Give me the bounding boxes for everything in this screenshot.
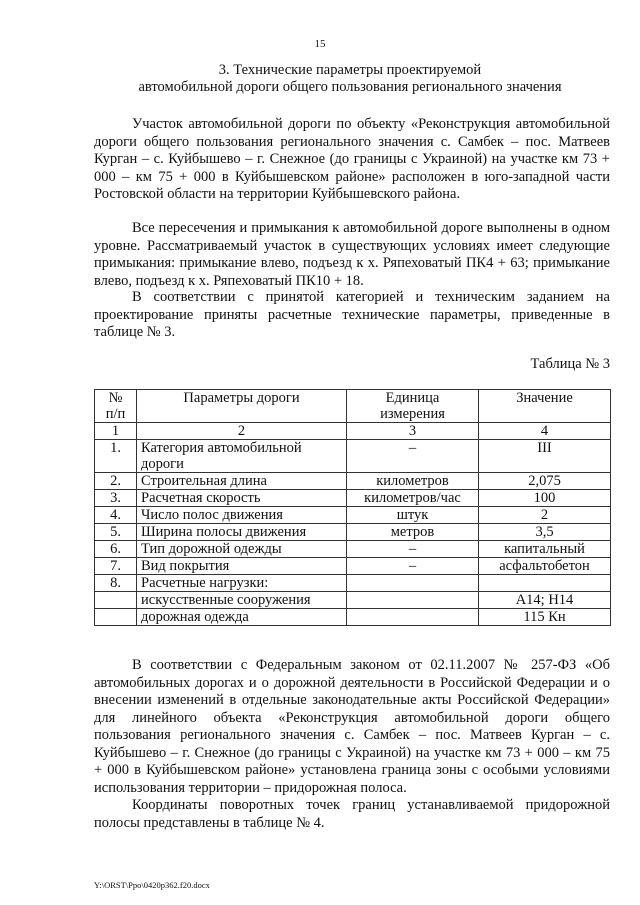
row-value: капитальный	[479, 541, 611, 558]
row-num: 2.	[95, 473, 137, 490]
row-num	[95, 592, 137, 609]
table-row	[95, 592, 611, 609]
row-value: асфальтобетон	[479, 558, 611, 575]
row-unit	[347, 592, 479, 609]
row-num: 7.	[95, 558, 137, 575]
table-row	[95, 609, 611, 626]
row-num: 5.	[95, 524, 137, 541]
row-num: 1.	[95, 440, 137, 473]
section-title-line1: 3. Технические параметры проектируемой	[218, 62, 482, 78]
row-unit: –	[347, 541, 479, 558]
row-value: 2,075	[479, 473, 611, 490]
header-param: Параметры дороги	[137, 390, 347, 423]
paragraph-parameters-intro: В соответствии с принятой категорией и техническим заданием на проектирование приняты расчетные технические параметры, приведенные в таблице № 3.	[94, 289, 610, 340]
row-unit: километров	[347, 473, 479, 490]
row-param: Число полос движения	[137, 507, 347, 524]
table-row	[95, 541, 611, 558]
row-num	[95, 609, 137, 626]
table-index-row: 1 2 3 4	[95, 423, 611, 440]
row-value: 100	[479, 490, 611, 507]
row-param: Строительная длина	[137, 473, 347, 490]
row-value	[479, 575, 611, 592]
paragraph-federal-law: В соответствии с Федеральным законом от 02.11.2007 № 257-ФЗ «Об автомобильных дорогах и о дорожной деятельности в Российской Федерации и о внесении изменений в отдельные законодательные акты Российской Федерации» для линейного объекта «Реконструкция автомобильной дороги общего пользования регионального значения с. Самбек – пос. Матвеев Курган – с. Куйбышево – г. Снежное (до границы с Украиной) на участке км 73 + 000 – км 75 + 000 в Куйбышевском районе» установлена граница зоны с особыми условиями использования территории – придорожная полоса.	[94, 657, 610, 796]
paragraph-location: Участок автомобильной дороги по объекту «Реконструкция автомобильной дороги общего пользования регионального значения с. Самбек – пос. Матвеев Курган – с. Куйбышево – г. Снежное (до границы с Украиной) на участке км 73 + 000 – км 75 + 000 в Куйбышевском районе» расположен в юго-западной части Ростовской области на территории Куйбышевского района.	[94, 116, 610, 202]
table-row	[95, 440, 611, 473]
row-unit: –	[347, 558, 479, 575]
table-row	[95, 490, 611, 507]
row-unit: штук	[347, 507, 479, 524]
row-param: дорожная одежда	[137, 609, 347, 626]
row-unit: метров	[347, 524, 479, 541]
table-row	[95, 575, 611, 592]
row-num: 6.	[95, 541, 137, 558]
row-value: 2	[479, 507, 611, 524]
row-param: Расчетные нагрузки:	[137, 575, 347, 592]
page-number: 15	[314, 38, 326, 50]
row-value: А14; Н14	[479, 592, 611, 609]
section-title	[90, 62, 610, 96]
row-unit	[347, 609, 479, 626]
row-param: Категория автомобильной дороги	[137, 440, 347, 473]
table-row	[95, 524, 611, 541]
table-row	[95, 507, 611, 524]
footer-file-path: Y:\ORST\Ppo\0420p362.f20.docx	[94, 880, 210, 890]
row-num: 3.	[95, 490, 137, 507]
row-param: Тип дорожной одежды	[137, 541, 347, 558]
row-unit: –	[347, 440, 479, 473]
row-param: Ширина полосы движения	[137, 524, 347, 541]
header-unit: Единица измерения	[347, 390, 479, 423]
parameters-table	[94, 389, 611, 626]
header-value: Значение	[479, 390, 611, 423]
row-value: III	[479, 440, 611, 473]
row-num: 8.	[95, 575, 137, 592]
row-num: 4.	[95, 507, 137, 524]
paragraph-intersections: Все пересечения и примыкания к автомобильной дороге выполнены в одном уровне. Рассматриваемый участок в существующих условиях имеет следующие примыкания: примыкание влево, подъезд к х. Ряпеховатый ПК4 + 63; примыкание влево, подъезд к х. Ряпеховатый ПК10 + 18.	[94, 220, 610, 289]
header-num: № п/п	[95, 390, 137, 423]
row-unit	[347, 575, 479, 592]
row-unit: километров/час	[347, 490, 479, 507]
row-param: Вид покрытия	[137, 558, 347, 575]
row-param: Расчетная скорость	[137, 490, 347, 507]
row-value: 3,5	[479, 524, 611, 541]
table-header-row	[95, 390, 611, 423]
row-param: искусственные сооружения	[137, 592, 347, 609]
table-row	[95, 473, 611, 490]
row-value: 115 Кн	[479, 609, 611, 626]
paragraph-coordinates: Координаты поворотных точек границ устанавливаемой придорожной полосы представлены в таблице № 4.	[94, 797, 610, 831]
table-caption: Таблица № 3	[530, 356, 610, 372]
table-row	[95, 558, 611, 575]
section-title-line2: автомобильной дороги общего пользования регионального значения	[138, 79, 562, 95]
